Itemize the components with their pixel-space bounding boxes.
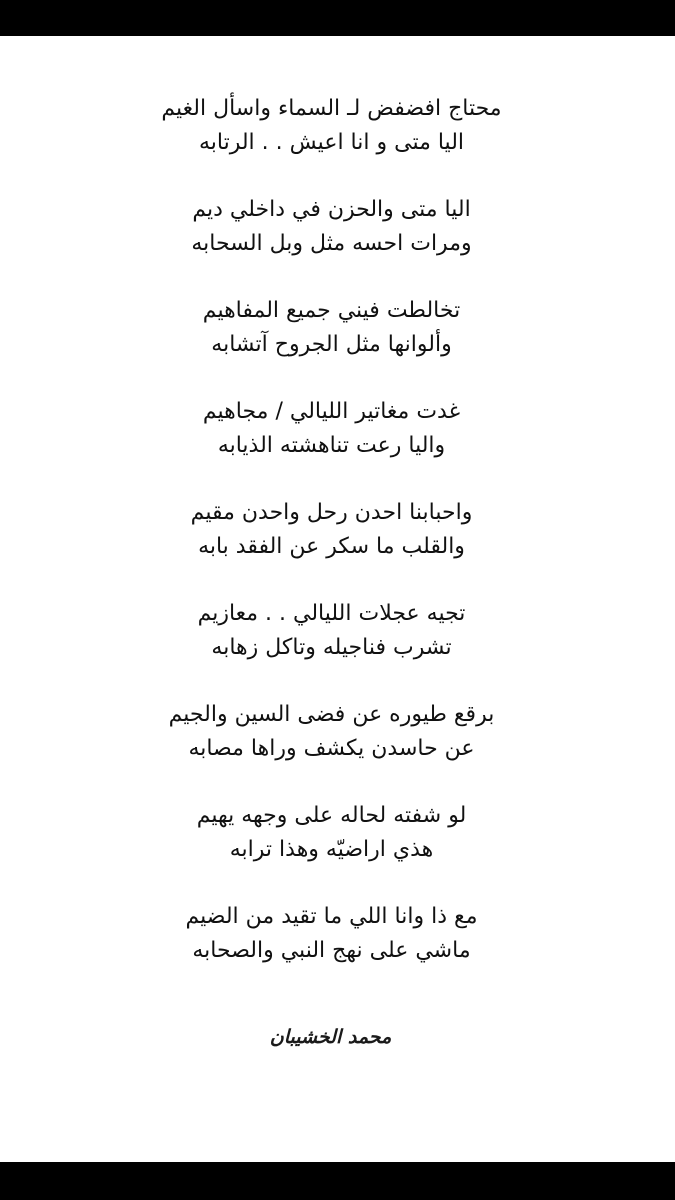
stanza <box>0 397 675 498</box>
verse-line: وألوانها مثل الجروح آتشابه <box>211 332 452 357</box>
top-black-bar <box>0 0 675 36</box>
poet-signature: محمد الخشيبان <box>269 1026 392 1048</box>
verse-line: هذي اراضيّه وهذا ترابه <box>229 837 434 862</box>
verse-line: ومرات احسه مثل وبل السحابه <box>191 231 472 256</box>
verse-line: اليا متى و انا اعيش . . الرتابه <box>198 130 465 155</box>
verse-line: واحبابنا احدن رحل واحدن مقيم <box>190 500 473 525</box>
stanza <box>0 498 675 599</box>
stanza <box>0 700 675 801</box>
verse-line: ماشي على نهج النبي والصحابه <box>192 938 471 963</box>
verse-line: والقلب ما سكر عن الفقد بابه <box>198 534 465 559</box>
verse-line: واليا رعت تناهشته الذيابه <box>217 433 446 458</box>
stanza <box>0 195 675 296</box>
verse-line: اليا متى والحزن في داخلي ديم <box>192 197 471 222</box>
verse-line: تجيه عجلات الليالي . . معازيم <box>197 601 466 626</box>
verse-line: تخالطت فيني جميع المفاهيم <box>202 298 461 323</box>
verse-line: مع ذا وانا اللي ما تقيد من الضيم <box>185 904 478 929</box>
stanza <box>0 94 675 195</box>
stanza <box>0 801 675 902</box>
stanza <box>0 902 675 1003</box>
verse-line: غدت مغاتير الليالي / مجاهيم <box>202 399 461 424</box>
stanza <box>0 599 675 700</box>
verse-line: برقع طيوره عن فضى السين والجيم <box>168 702 495 727</box>
poem-body <box>0 94 675 1003</box>
verse-line: عن حاسدن يكشف وراها مصابه <box>188 736 475 761</box>
stanza <box>0 296 675 397</box>
verse-line: لو شفته لحاله على وجهه يهيم <box>196 803 467 828</box>
verse-line: محتاج افضفض لـ السماء واسأل الغيم <box>161 96 502 121</box>
bottom-black-bar <box>0 1162 675 1200</box>
verse-line: تشرب فناجيله وتاكل زهابه <box>211 635 452 660</box>
